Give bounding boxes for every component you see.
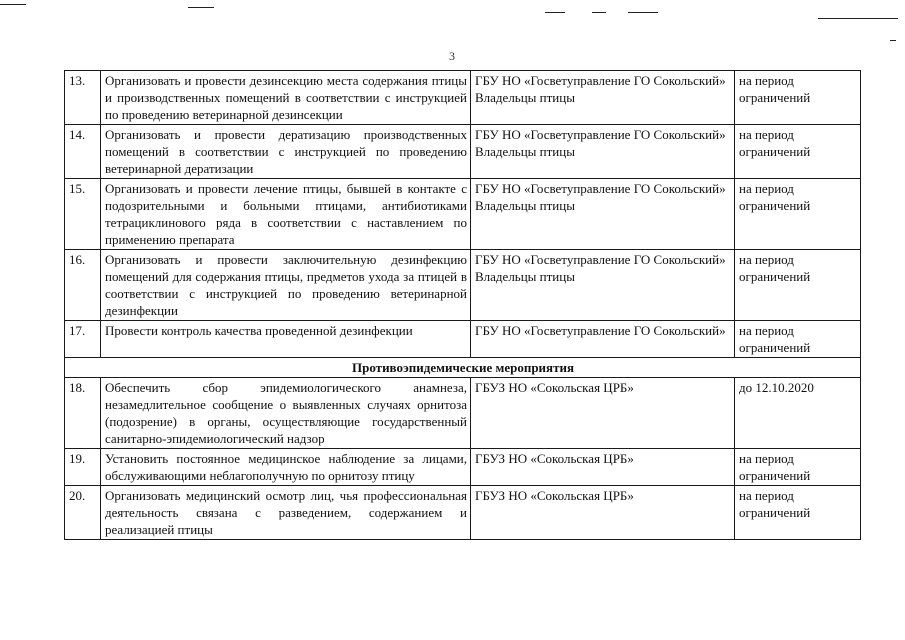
row-executors <box>471 378 735 449</box>
executor-name: ГБУЗ НО «Сокольская ЦРБ» <box>475 488 634 503</box>
executor-name: Владельцы птицы <box>475 144 575 159</box>
row-action: Организовать и провести дератизацию производственных помещений в соответствии с инструкцией по проведению ветеринарной дератизации <box>101 125 471 179</box>
row-executors <box>471 71 735 125</box>
row-action: Установить постоянное медицинское наблюдение за лицами, обслуживающими неблагополучную по орнитозу птицу <box>101 449 471 486</box>
row-executors <box>471 486 735 540</box>
table-row <box>65 321 861 358</box>
table-row <box>65 179 861 250</box>
page-number: 3 <box>449 49 455 63</box>
table-row <box>65 71 861 125</box>
executor-name: ГБУ НО «Госветуправление ГО Сокольский» <box>475 323 726 338</box>
executor-name: ГБУЗ НО «Сокольская ЦРБ» <box>475 451 634 466</box>
executor-name: Владельцы птицы <box>475 90 575 105</box>
row-term: на период ограничений <box>735 486 861 540</box>
row-action: Организовать медицинский осмотр лиц, чья профессиональная деятельность связана с разведением, содержанием и реализацией птицы <box>101 486 471 540</box>
table-row <box>65 378 861 449</box>
row-number: 16. <box>65 250 101 321</box>
table-row <box>65 449 861 486</box>
row-executors <box>471 179 735 250</box>
executor-name: ГБУЗ НО «Сокольская ЦРБ» <box>475 380 634 395</box>
row-action: Обеспечить сбор эпидемиологического анамнеза, незамедлительное сообщение о выявленных случаях орнитоза (подозрение) в органы, осуществляющие государственный санитарно-эпидемиологический надзор <box>101 378 471 449</box>
row-number: 20. <box>65 486 101 540</box>
executor-name: Владельцы птицы <box>475 198 575 213</box>
table-body-before <box>65 71 861 358</box>
row-term: на период ограничений <box>735 449 861 486</box>
row-number: 18. <box>65 378 101 449</box>
row-executors <box>471 321 735 358</box>
table-row <box>65 250 861 321</box>
row-executors <box>471 125 735 179</box>
row-number: 14. <box>65 125 101 179</box>
scan-mark <box>818 18 898 19</box>
row-term: до 12.10.2020 <box>735 378 861 449</box>
executor-name: ГБУ НО «Госветуправление ГО Сокольский» <box>475 73 726 88</box>
scan-mark <box>592 12 606 13</box>
row-term: на период ограничений <box>735 321 861 358</box>
scan-mark <box>0 4 26 5</box>
section-title: Противоэпидемические мероприятия <box>65 358 861 378</box>
table-row <box>65 125 861 179</box>
row-action: Провести контроль качества проведенной дезинфекции <box>101 321 471 358</box>
executor-name: ГБУ НО «Госветуправление ГО Сокольский» <box>475 252 726 267</box>
scan-mark <box>890 40 896 41</box>
row-executors <box>471 449 735 486</box>
scan-mark <box>628 12 658 13</box>
measures-table <box>64 70 861 540</box>
row-action: Организовать и провести заключительную дезинфекцию помещений для содержания птицы, предметов ухода за птицей в соответствии с инструкцией по проведению ветеринарной дезинфекции <box>101 250 471 321</box>
row-number: 19. <box>65 449 101 486</box>
table-body-after <box>65 378 861 540</box>
scan-mark <box>545 12 565 13</box>
executor-name: ГБУ НО «Госветуправление ГО Сокольский» <box>475 181 726 196</box>
row-term: на период ограничений <box>735 125 861 179</box>
row-executors <box>471 250 735 321</box>
section-header <box>65 358 861 378</box>
row-number: 15. <box>65 179 101 250</box>
executor-name: ГБУ НО «Госветуправление ГО Сокольский» <box>475 127 726 142</box>
row-action: Организовать и провести дезинсекцию места содержания птицы и производственных помещений в соответствии с инструкцией по проведению ветеринарной дезинсекции <box>101 71 471 125</box>
scan-mark <box>188 7 214 8</box>
row-number: 17. <box>65 321 101 358</box>
row-number: 13. <box>65 71 101 125</box>
table-row <box>65 486 861 540</box>
row-term: на период ограничений <box>735 250 861 321</box>
row-action: Организовать и провести лечение птицы, бывшей в контакте с подозрительными и больными птицами, антибиотиками тетрациклинового ряда в соответствии с наставлением по применению препарата <box>101 179 471 250</box>
executor-name: Владельцы птицы <box>475 269 575 284</box>
row-term: на период ограничений <box>735 71 861 125</box>
row-term: на период ограничений <box>735 179 861 250</box>
